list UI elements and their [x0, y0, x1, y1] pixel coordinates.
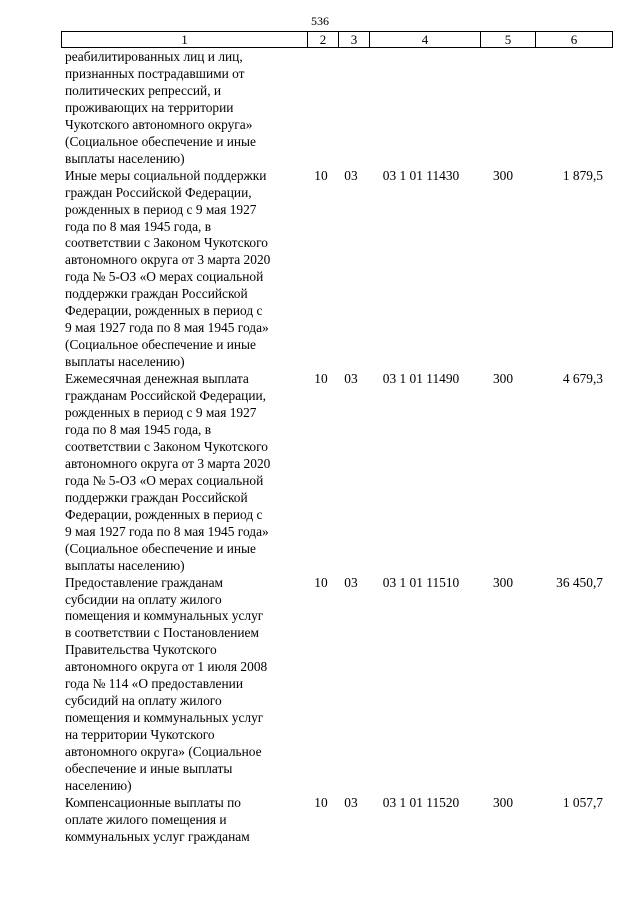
row-section: [306, 49, 336, 168]
row-amount: [530, 49, 606, 168]
row-subsection: 03: [344, 371, 358, 387]
description-line: автономного округа от 1 июля 2008: [65, 659, 268, 675]
row-subsection: 03: [344, 574, 358, 590]
description-line: признанных пострадавшими от: [65, 65, 245, 81]
description-line: рожденных в период с 9 мая 1927: [65, 201, 257, 217]
description-line: Предоставление гражданам: [65, 574, 223, 590]
column-header-1: 1: [62, 32, 308, 48]
column-header-2: 2: [308, 32, 339, 48]
description-line: соответствии с Законом Чукотского: [65, 438, 268, 454]
description-line: автономного округа от 3 марта 2020: [65, 252, 271, 268]
row-subsection: 03: [344, 794, 358, 810]
description-line: поддержки граждан Российской: [65, 489, 248, 505]
row-expense-type: [476, 49, 530, 168]
budget-table-body: [61, 49, 606, 846]
row-description: [61, 371, 306, 574]
page-number: 536: [311, 14, 329, 28]
description-line: гражданам Российской Федерации,: [65, 388, 266, 404]
description-line: года № 5-ОЗ «О мерах социальной: [65, 472, 264, 488]
description-line: выплаты населению): [65, 150, 185, 166]
budget-table: [61, 49, 606, 846]
column-header-3: 3: [339, 32, 370, 48]
table-row: [61, 371, 606, 574]
description-line: субсидии на оплату жилого: [65, 591, 222, 607]
column-header-table: [61, 31, 613, 48]
row-amount: 1 879,5: [562, 167, 603, 183]
table-row: [61, 575, 606, 795]
description-line: автономного округа от 3 марта 2020: [65, 455, 271, 471]
description-line: реабилитированных лиц и лиц,: [65, 49, 243, 64]
column-header-row: [62, 32, 613, 48]
row-section: 10: [314, 794, 328, 810]
description-line: (Социальное обеспечение и иные: [65, 540, 256, 556]
row-expense-type: 300: [492, 574, 514, 590]
description-line: помещения и коммунальных услуг: [65, 710, 264, 726]
column-header-6: 6: [536, 32, 613, 48]
description-line: обеспечение и иные выплаты: [65, 761, 233, 777]
description-line: (Социальное обеспечение и иные: [65, 133, 256, 149]
row-amount: 1 057,7: [562, 794, 603, 810]
column-header-4: 4: [370, 32, 481, 48]
row-description: [61, 49, 306, 168]
row-target-code: 03 1 01 11490: [382, 371, 460, 387]
row-target-code: 03 1 01 11510: [382, 574, 460, 590]
description-line: года № 114 «О предоставлении: [65, 676, 243, 692]
row-subsection: 03: [344, 167, 358, 183]
row-expense-type: 300: [492, 371, 514, 387]
description-line: Компенсационные выплаты по: [65, 794, 241, 810]
description-line: Иные меры социальной поддержки: [65, 167, 267, 183]
description-line: рожденных в период с 9 мая 1927: [65, 405, 257, 421]
row-subsection: [336, 49, 366, 168]
description-line: проживающих на территории: [65, 99, 234, 115]
row-amount: 36 450,7: [556, 574, 603, 590]
column-header-5: 5: [481, 32, 536, 48]
row-amount: 4 679,3: [562, 371, 603, 387]
row-target-code: 03 1 01 11430: [382, 167, 460, 183]
description-line: населению): [65, 777, 132, 793]
description-line: (Социальное обеспечение и иные: [65, 337, 256, 353]
description-line: Федерации, рожденных в период с: [65, 506, 263, 522]
row-description: [61, 795, 306, 846]
description-line: 9 мая 1927 года по 8 мая 1945 года»: [65, 320, 269, 336]
description-line: года по 8 мая 1945 года, в: [65, 218, 212, 234]
row-expense-type: 300: [492, 167, 514, 183]
description-line: года № 5-ОЗ «О мерах социальной: [65, 269, 264, 285]
row-section: 10: [314, 167, 328, 183]
description-line: коммунальных услуг гражданам: [65, 828, 250, 844]
description-line: субсидий на оплату жилого: [65, 693, 222, 709]
description-line: оплате жилого помещения и: [65, 811, 227, 827]
description-line: Федерации, рожденных в период с: [65, 303, 263, 319]
description-line: Чукотского автономного округа»: [65, 116, 253, 132]
description-line: соответствии с Законом Чукотского: [65, 235, 268, 251]
description-line: Правительства Чукотского: [65, 642, 217, 658]
description-line: автономного округа» (Социальное: [65, 744, 262, 760]
description-line: выплаты населению): [65, 557, 185, 573]
description-line: помещения и коммунальных услуг: [65, 608, 264, 624]
description-line: в соответствии с Постановлением: [65, 625, 259, 641]
description-line: года по 8 мая 1945 года, в: [65, 421, 212, 437]
description-line: граждан Российской Федерации,: [65, 184, 252, 200]
row-description: [61, 575, 306, 795]
description-line: политических репрессий, и: [65, 82, 222, 98]
description-line: Ежемесячная денежная выплата: [65, 371, 249, 387]
table-row: [61, 168, 606, 371]
row-target-code: [366, 49, 476, 168]
description-line: выплаты населению): [65, 354, 185, 370]
description-line: на территории Чукотского: [65, 727, 215, 743]
table-row: [61, 49, 606, 168]
table-row: [61, 795, 606, 846]
row-description: [61, 168, 306, 371]
row-section: 10: [314, 371, 328, 387]
description-line: поддержки граждан Российской: [65, 286, 248, 302]
row-section: 10: [314, 574, 328, 590]
row-target-code: 03 1 01 11520: [382, 794, 460, 810]
description-line: 9 мая 1927 года по 8 мая 1945 года»: [65, 523, 269, 539]
row-expense-type: 300: [492, 794, 514, 810]
